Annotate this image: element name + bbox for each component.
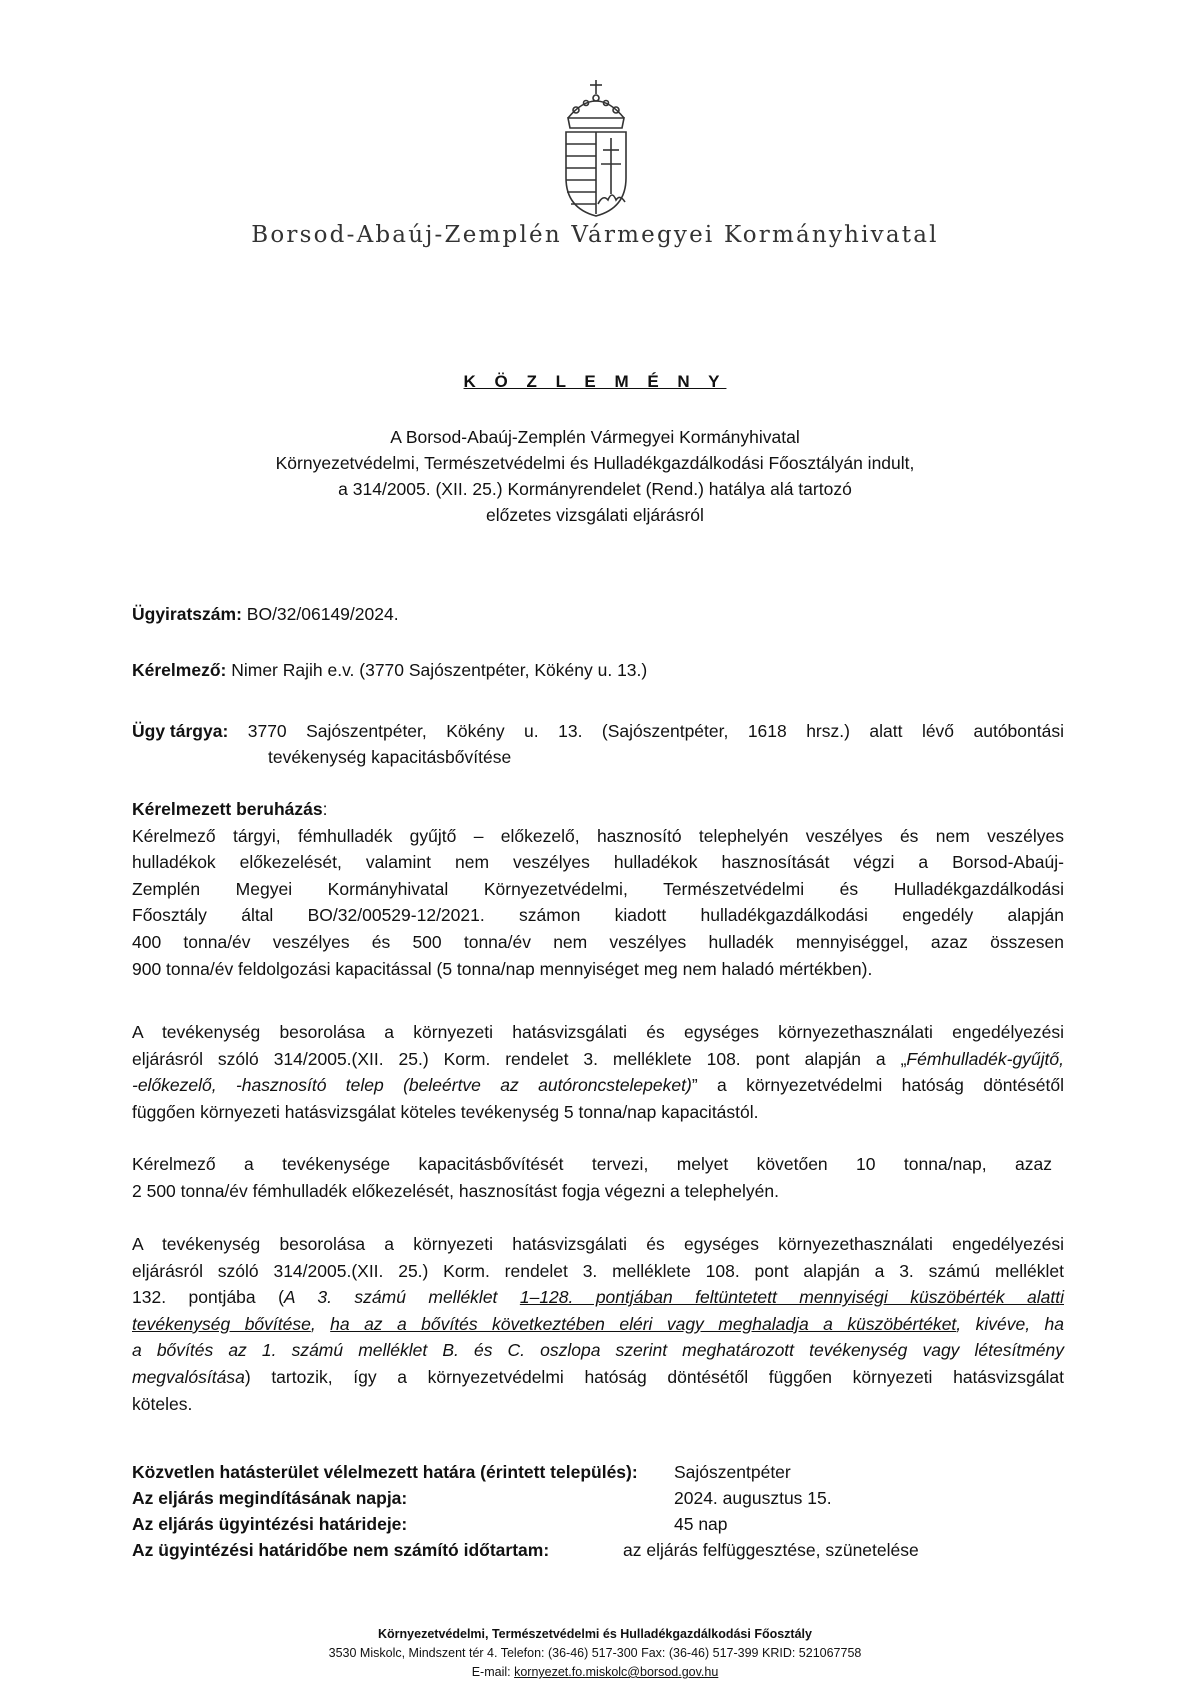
case-subject-word: 3770 <box>247 721 287 741</box>
case-number <box>132 604 399 625</box>
paragraph-line: 400 tonna/év veszélyes és 500 tonna/év nem veszélyes hulladék mennyiséggel, azaz összesen <box>132 931 1064 952</box>
paragraph-line: hulladékok előkezelését, valamint nem veszélyes hulladékok hasznosítását végzi a Borsod-Abaúj- <box>132 852 1064 873</box>
office-name: Borsod-Abaúj-Zemplén Vármegyei Kormányhivatal <box>251 222 939 248</box>
italic-span: A 3. számú melléklet <box>283 1287 520 1308</box>
footer-email-link[interactable]: kornyezet.fo.miskolc@borsod.gov.hu <box>514 1665 719 1679</box>
footer-email-label: E-mail: <box>471 1665 515 1679</box>
summary-value: 2024. augusztus 15. <box>674 1488 832 1508</box>
classification-paragraph-2 <box>132 1231 1064 1417</box>
footer-department: Környezetvédelmi, Természetvédelmi és Hulladékgazdálkodási Főosztály <box>378 1627 812 1641</box>
paragraph-line: köteles. <box>132 1393 193 1414</box>
footer-address: 3530 Miskolc, Mindszent tér 4. Telefon: (36-46) 517-300 Fax: (36-46) 517-399 KRID: 521067758 <box>328 1646 862 1660</box>
case-subject-word: hrsz.) <box>806 721 850 741</box>
case-subject-word: u. <box>524 721 539 741</box>
case-number-value: BO/32/06149/2024. <box>246 604 399 624</box>
summary-label: Az ügyintézési határidőbe nem számító időtartam: <box>132 1540 550 1560</box>
case-subject-word: (Sajószentpéter, <box>601 721 729 741</box>
summary-label: Az eljárás megindításának napja: <box>132 1488 408 1508</box>
paragraph-line: függően környezeti hatásvizsgálat köteles tevékenység 5 tonna/nap kapacitástól. <box>132 1101 759 1122</box>
coat-of-arms-icon <box>562 78 630 218</box>
classification-paragraph-1 <box>132 1019 1064 1125</box>
subtitle <box>0 424 1190 528</box>
case-subject <box>132 718 1064 770</box>
footer-email-line <box>0 1663 1190 1682</box>
text-span: ) tartozik, így a környezetvédelmi hatóság döntésétől függően környezeti hatásvizsgálat <box>244 1366 1064 1387</box>
paragraph-line <box>132 1364 1064 1391</box>
paragraph-line <box>132 1311 1064 1338</box>
paragraph-line <box>132 1072 1064 1099</box>
paragraph-line: Kérelmező tárgyi, fémhulladék gyűjtő – előkezelő, hasznosító telephelyén veszélyes és nem veszélyes <box>132 825 1064 846</box>
text-span: ” a környezetvédelmi hatóság döntésétől <box>691 1075 1064 1096</box>
applicant-label: Kérelmező: <box>132 660 227 680</box>
italic-span: Fémhulladék-gyűjtő, <box>906 1048 1064 1069</box>
case-number-label: Ügyiratszám: <box>132 604 242 624</box>
investment-section <box>132 796 1064 982</box>
case-subject-word: Kökény <box>446 721 505 741</box>
paragraph-line: 900 tonna/év feldolgozási kapacitással (5 tonna/nap mennyiséget meg nem haladó mértékben). <box>132 958 873 979</box>
text-span: 132. pontjába ( <box>132 1287 284 1308</box>
paragraph-line <box>132 1337 1064 1364</box>
subtitle-line: előzetes vizsgálati eljárásról <box>486 505 704 525</box>
summary-label: Az eljárás ügyintézési határideje: <box>132 1514 408 1534</box>
italic-underlined-span: tevékenység bővítése <box>132 1313 311 1334</box>
case-subject-line2: tevékenység kapacitásbővítése <box>268 747 512 767</box>
italic-underlined-span: ha az a bővítés következtében eléri vagy meghaladja a küszöbértéket <box>330 1313 957 1334</box>
italic-span: megvalósítása <box>132 1366 245 1387</box>
paragraph-line <box>132 1046 1064 1073</box>
italic-span: , <box>310 1313 331 1334</box>
paragraph-line: A tevékenység besorolása a környezeti hatásvizsgálati és egységes környezethasználati engedélyezési <box>132 1022 1064 1042</box>
applicant-value: Nimer Rajih e.v. (3770 Sajószentpéter, Kökény u. 13.) <box>231 660 648 680</box>
case-subject-word: autóbontási <box>973 721 1064 741</box>
summary-value: 45 nap <box>674 1514 728 1534</box>
subtitle-line: A Borsod-Abaúj-Zemplén Vármegyei Kormányhivatal <box>390 427 800 447</box>
paragraph-line: Kérelmező a tevékenysége kapacitásbővítését tervezi, melyet követően 10 tonna/nap, azaz <box>132 1154 1052 1174</box>
footer <box>0 1625 1190 1682</box>
text-span: eljárásról szóló 314/2005.(XII. 25.) Korm. rendelet 3. melléklete 108. pont alapján a „ <box>132 1048 907 1069</box>
italic-underlined-span: 1–128. pontjában feltüntetett mennyiségi küszöbérték alatti <box>519 1287 1064 1308</box>
investment-colon: : <box>322 799 328 819</box>
case-subject-word: lévő <box>921 721 955 741</box>
subtitle-line: Környezetvédelmi, Természetvédelmi és Hulladékgazdálkodási Főosztályán indult, <box>275 453 915 473</box>
investment-label: Kérelmezett beruházás <box>132 799 323 819</box>
italic-span: a bővítés az 1. számú melléklet B. és C. oszlopa szerint meghatározott tevékenység vagy létesítmény <box>132 1340 1064 1361</box>
paragraph-line: Főosztály által BO/32/00529-12/2021. számon kiadott hulladékgazdálkodási engedély alapján <box>132 905 1064 926</box>
subtitle-line: a 314/2005. (XII. 25.) Kormányrendelet (Rend.) hatálya alá tartozó <box>338 479 852 499</box>
case-subject-word: Sajószentpéter, <box>306 721 427 741</box>
paragraph-line <box>132 1284 1064 1311</box>
applicant <box>132 660 647 681</box>
summary-value: az eljárás felfüggesztése, szünetelése <box>623 1540 919 1560</box>
paragraph-line: Zemplén Megyei Kormányhivatal Környezetvédelmi, Természetvédelmi és Hulladékgazdálkodási <box>132 878 1064 899</box>
capacity-paragraph <box>132 1151 1064 1204</box>
document-title: K Ö Z L E M É N Y <box>463 372 727 391</box>
summary-label: Közvetlen hatásterület vélelmezett határa (érintett település): <box>132 1462 638 1482</box>
paragraph-line: 2 500 tonna/év fémhulladék előkezelését, hasznosítást fogja végezni a telephelyén. <box>132 1180 779 1201</box>
summary-value: Sajószentpéter <box>674 1462 791 1482</box>
case-subject-word: 13. <box>558 721 583 741</box>
case-subject-word: 1618 <box>747 721 787 741</box>
italic-span: , kivéve, ha <box>956 1313 1064 1334</box>
paragraph-line: eljárásról szóló 314/2005.(XII. 25.) Korm. rendelet 3. melléklete 108. pont alapján a 3. számú melléklet <box>132 1260 1064 1281</box>
italic-span: -előkezelő, -hasznosító telep (beleértve az autóroncstelepeket) <box>132 1075 692 1096</box>
paragraph-line: A tevékenység besorolása a környezeti hatásvizsgálati és egységes környezethasználati engedélyezési <box>132 1234 1064 1254</box>
case-subject-label: Ügy tárgya: <box>132 721 229 741</box>
case-subject-word: alatt <box>869 721 903 741</box>
